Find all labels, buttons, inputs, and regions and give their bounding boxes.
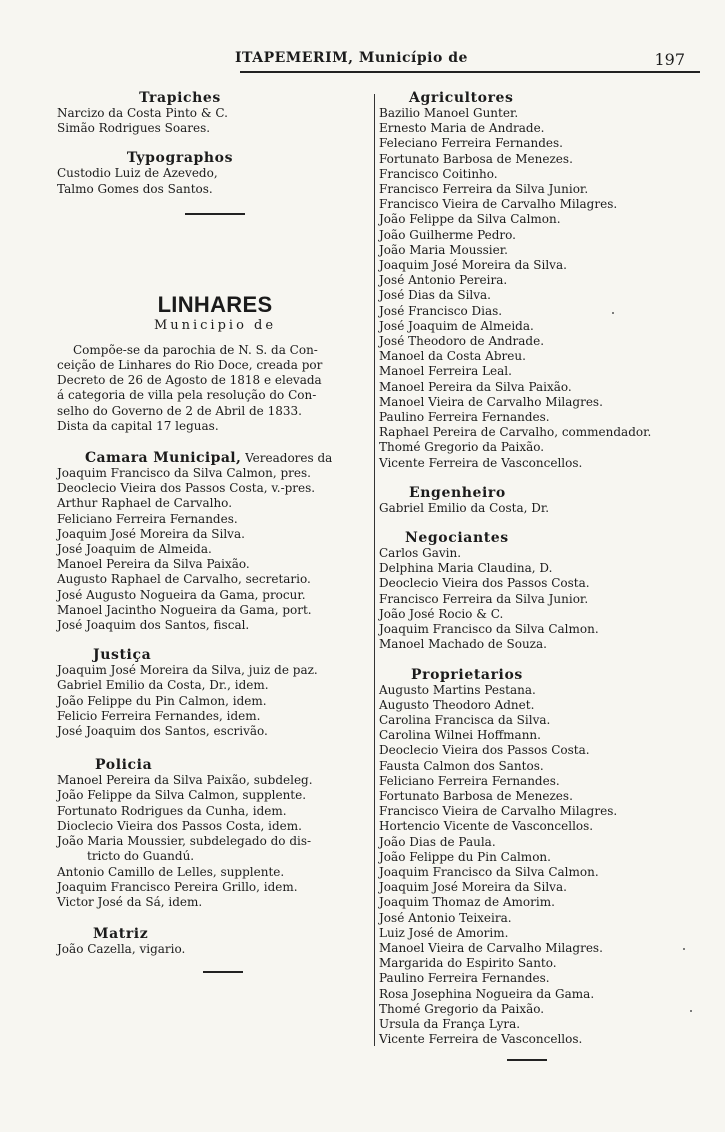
- text-line: Antonio Camillo de Lelles, supplente.: [57, 864, 285, 879]
- text-line: Feleciano Ferreira Fernandes.: [379, 136, 563, 151]
- engenheiro-list: [379, 501, 709, 516]
- municipio-label: Municipio de: [153, 317, 277, 333]
- text-line: Bazilio Manoel Gunter.: [379, 106, 519, 120]
- text-line: Joaquim José Moreira da Silva.: [379, 258, 567, 273]
- text-line: tricto do Guandú.: [87, 849, 195, 864]
- print-speck: [612, 312, 614, 314]
- text-line: Francisco Vieira de Carvalho Milagres.: [379, 197, 618, 212]
- section-heading-engenheiro: Engenheiro: [409, 484, 506, 501]
- text-line: Joaquim Francisco da Silva Calmon.: [379, 622, 599, 637]
- matriz-list: [57, 942, 373, 957]
- text-line: Ursula da França Lyra.: [379, 1016, 521, 1031]
- print-speck: [690, 1010, 692, 1012]
- text-line: Manoel Pereira da Silva Paixão.: [379, 379, 572, 394]
- text-line: Vicente Ferreira de Vasconcellos.: [379, 455, 583, 470]
- text-line: João Felippe da Silva Calmon.: [379, 212, 561, 227]
- text-line: João Cazella, vigario.: [57, 942, 186, 957]
- text-line: Gabriel Emilio da Costa, Dr.: [379, 500, 550, 515]
- header-rule: [240, 71, 700, 73]
- text-line: ceição de Linhares do Rio Doce, creada por: [57, 358, 323, 373]
- text-line: Joaquim Francisco da Silva Calmon, pres.: [57, 466, 311, 481]
- text-line: Manoel Ferreira Leal.: [379, 364, 512, 379]
- section-heading-proprietarios: Proprietarios: [411, 666, 523, 683]
- section-heading-justica: Justiça: [93, 647, 152, 664]
- right-column: [379, 90, 709, 1061]
- text-line: Manoel da Costa Abreu.: [379, 349, 526, 364]
- text-line: Augusto Raphael de Carvalho, secretario.: [57, 572, 311, 587]
- agricultores-list: [379, 106, 709, 471]
- text-line: José Dias da Silva.: [379, 288, 491, 303]
- city-description: [57, 343, 373, 434]
- text-line: Francisco Vieira de Carvalho Milagres.: [379, 804, 618, 819]
- text-line: José Joaquim dos Santos, fiscal.: [57, 618, 250, 633]
- camara-heading-tail: Vereadores da: [241, 451, 333, 466]
- text-line: Decreto de 26 de Agosto de 1818 e elevada: [57, 373, 322, 388]
- text-line: Arthur Raphael de Carvalho.: [57, 496, 233, 511]
- text-line: Thomé Gregorio da Paixão.: [379, 440, 545, 455]
- text-line: Talmo Gomes dos Santos.: [57, 181, 213, 196]
- text-line: Fortunato Barbosa de Menezes.: [379, 788, 573, 803]
- text-line: á categoria de villa pela resolução do Con-: [57, 388, 317, 403]
- text-line: Fortunato Barbosa de Menezes.: [379, 151, 573, 166]
- section-heading-matriz: Matriz: [93, 926, 149, 943]
- text-line: José Antonio Pereira.: [379, 273, 508, 288]
- text-line: Carolina Francisca da Silva.: [379, 712, 551, 727]
- text-line: José Theodoro de Andrade.: [379, 334, 545, 349]
- text-line: Augusto Theodoro Adnet.: [379, 697, 535, 712]
- text-line: Feliciano Ferreira Fernandes.: [379, 773, 560, 788]
- text-line: Narcizo da Costa Pinto & C.: [57, 106, 228, 120]
- text-line: Dista da capital 17 leguas.: [57, 418, 219, 433]
- text-line: Manoel Vieira de Carvalho Milagres.: [379, 394, 603, 409]
- text-line: José Joaquim dos Santos, escrivão.: [57, 724, 268, 739]
- trapiches-list: [57, 106, 373, 136]
- section-heading-policia: Policia: [95, 757, 153, 774]
- text-line: Delphina Maria Claudina, D.: [379, 561, 553, 576]
- section-heading-typographos: Typographos: [126, 150, 234, 167]
- text-line: José Joaquim de Almeida.: [57, 542, 212, 557]
- text-line: Fortunato Rodrigues da Cunha, idem.: [57, 803, 287, 818]
- text-line: Manoel Machado de Souza.: [379, 637, 547, 652]
- text-line: Francisco Coitinho.: [379, 166, 498, 181]
- running-header: [235, 50, 705, 70]
- text-line: Margarida do Espirito Santo.: [379, 956, 557, 971]
- camara-heading: [57, 450, 373, 466]
- proprietarios-list: [379, 683, 709, 1048]
- text-line: João Felippe da Silva Calmon, supplente.: [57, 788, 307, 803]
- section-heading-trapiches: Trapiches: [139, 90, 221, 106]
- camara-list: [57, 466, 373, 633]
- text-line: Francisco Ferreira da Silva Junior.: [379, 182, 589, 197]
- text-line: Carlos Gavin.: [379, 546, 462, 561]
- text-line: Augusto Martins Pestana.: [379, 682, 536, 697]
- text-line: Manoel Vieira de Carvalho Milagres.: [379, 940, 603, 955]
- justica-list: [57, 663, 373, 739]
- text-line: João Dias de Paula.: [379, 834, 496, 849]
- negociantes-list: [379, 546, 709, 652]
- text-line: José Augusto Nogueira da Gama, procur.: [57, 587, 306, 602]
- typographos-list: [57, 166, 373, 196]
- text-line: Dioclecio Vieira dos Passos Costa, idem.: [57, 818, 302, 833]
- text-line: Deoclecio Vieira dos Passos Costa.: [379, 743, 590, 758]
- column-divider: [374, 94, 375, 1046]
- text-line: Vicente Ferreira de Vasconcellos.: [379, 1032, 583, 1047]
- print-speck: [683, 948, 685, 950]
- text-line: José Francisco Dias.: [379, 303, 503, 318]
- text-line: Deoclecio Vieira dos Passos Costa, v.-pres.: [57, 481, 316, 496]
- section-rule: [507, 1059, 547, 1061]
- text-line: Simão Rodrigues Soares.: [57, 121, 211, 136]
- text-line: Deoclecio Vieira dos Passos Costa.: [379, 576, 590, 591]
- text-line: Hortencio Vicente de Vasconcellos.: [379, 819, 594, 834]
- text-line: Raphael Pereira de Carvalho, commendador.: [379, 425, 652, 440]
- text-line: Paulino Ferreira Fernandes.: [379, 971, 550, 986]
- text-line: selho do Governo de 2 de Abril de 1833.: [57, 403, 302, 418]
- text-line: Carolina Wilnei Hoffmann.: [379, 728, 541, 743]
- text-line: Manoel Pereira da Silva Paixão, subdeleg.: [57, 773, 313, 788]
- text-line: Manoel Jacintho Nogueira da Gama, port.: [57, 602, 312, 617]
- text-line: Fausta Calmon dos Santos.: [379, 758, 544, 773]
- text-line: Joaquim José Moreira da Silva.: [57, 526, 245, 541]
- text-line: Victor José da Sá, idem.: [57, 894, 203, 909]
- text-line: Paulino Ferreira Fernandes.: [379, 410, 550, 425]
- text-line: Gabriel Emilio da Costa, Dr., idem.: [57, 678, 269, 693]
- text-line: Rosa Josephina Nogueira da Gama.: [379, 986, 595, 1001]
- text-line: Joaquim José Moreira da Silva, juiz de paz.: [57, 663, 318, 678]
- text-line: Joaquim Thomaz de Amorim.: [379, 895, 555, 910]
- text-line: Felicio Ferreira Fernandes, idem.: [57, 708, 261, 723]
- camara-heading-title: Camara Municipal,: [85, 450, 242, 467]
- text-line: Custodio Luiz de Azevedo,: [57, 166, 218, 181]
- text-line: João Maria Moussier, subdelegado do dis-: [57, 834, 312, 849]
- text-line: Thomé Gregorio da Paixão.: [379, 1001, 545, 1016]
- text-line: Joaquim Francisco da Silva Calmon.: [379, 864, 599, 879]
- text-line: Luiz José de Amorim.: [379, 925, 509, 940]
- header-title: ITAPEMERIM, Município de: [235, 50, 468, 66]
- section-heading-agricultores: Agricultores: [409, 90, 514, 106]
- text-line: José Joaquim de Almeida.: [379, 318, 534, 333]
- left-column: [57, 90, 373, 973]
- section-rule: [203, 971, 243, 973]
- text-line: Feliciano Ferreira Fernandes.: [57, 511, 238, 526]
- text-line: João José Rocio & C.: [379, 606, 504, 621]
- text-line: Joaquim Francisco Pereira Grillo, idem.: [57, 879, 298, 894]
- section-heading-negociantes: Negociantes: [405, 530, 509, 547]
- text-line: João Felippe du Pin Calmon, idem.: [57, 693, 267, 708]
- text-line: Joaquim José Moreira da Silva.: [379, 880, 567, 895]
- policia-list: [57, 773, 373, 910]
- city-title: LINHARES: [157, 291, 273, 317]
- page-number: 197: [654, 50, 685, 69]
- text-line: José Antonio Teixeira.: [379, 910, 512, 925]
- text-line: Compõe-se da parochia de N. S. da Con-: [73, 342, 318, 357]
- text-line: Francisco Ferreira da Silva Junior.: [379, 591, 589, 606]
- text-line: Ernesto Maria de Andrade.: [379, 121, 545, 136]
- text-line: João Guilherme Pedro.: [379, 227, 516, 242]
- text-line: João Maria Moussier.: [379, 242, 508, 257]
- text-line: Manoel Pereira da Silva Paixão.: [57, 557, 250, 572]
- text-line: João Felippe du Pin Calmon.: [379, 849, 551, 864]
